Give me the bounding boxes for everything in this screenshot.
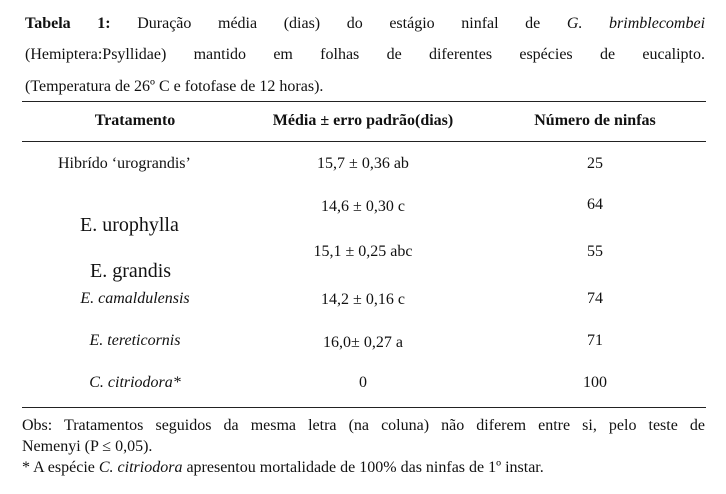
footnote (22, 458, 705, 478)
row-1-mean: 15,7 ± 0,36 ab (317, 155, 409, 172)
bottom-rule (22, 407, 706, 408)
footnote-species: C. citriodora (98, 459, 183, 476)
obs-line-1: Obs: Tratamentos seguidos da mesma letra (na coluna) não diferem entre si, pelo teste de (22, 417, 705, 434)
footnote-suffix: apresentou mortalidade de 100% das ninfas de 1º instar. (186, 459, 544, 476)
row-5-treatment: E. tereticornis (89, 332, 181, 349)
caption-line-2: (Hemiptera:Psyllidae) mantido em folhas de diferentes espécies de eucalipto. (25, 46, 705, 63)
caption-label: Tabela 1: (25, 15, 111, 32)
row-5-n: 71 (587, 332, 603, 349)
caption-line-1 (25, 14, 705, 34)
row-6-n: 100 (583, 374, 607, 391)
row-3-treatment: E. grandis (90, 260, 172, 282)
footnote-prefix: * A espécie (22, 459, 95, 476)
row-4-mean: 14,2 ± 0,16 c (321, 291, 405, 308)
header-media: Média ± erro padrão(dias) (272, 112, 454, 129)
row-2-treatment: E. urophylla (80, 214, 179, 236)
obs-line-2: Nemenyi (P ≤ 0,05). (22, 438, 153, 455)
row-1-treatment: Hibrído ‘urograndis’ (58, 155, 191, 172)
row-4-treatment: E. camaldulensis (80, 290, 190, 307)
header-numero: Número de ninfas (534, 112, 656, 129)
row-3-n: 55 (587, 243, 603, 260)
row-4-n: 74 (587, 290, 603, 307)
row-3-mean: 15,1 ± 0,25 abc (313, 243, 413, 260)
caption-species: G. brimblecombei (566, 15, 706, 32)
row-2-mean: 14,6 ± 0,30 c (321, 198, 405, 215)
caption-line-3: (Temperatura de 26º C e fotofase de 12 horas). (25, 78, 324, 95)
row-5-mean: 16,0± 0,27 a (323, 334, 403, 351)
caption-text: Duração média (dias) do estágio ninfal de (137, 15, 541, 32)
row-2-n: 64 (587, 196, 603, 213)
row-6-treatment: C. citriodora* (89, 374, 181, 391)
header-tratamento: Tratamento (94, 112, 176, 129)
header-rule (22, 141, 706, 142)
row-1-n: 25 (587, 155, 603, 172)
top-rule (22, 101, 706, 102)
row-6-mean: 0 (359, 374, 367, 391)
